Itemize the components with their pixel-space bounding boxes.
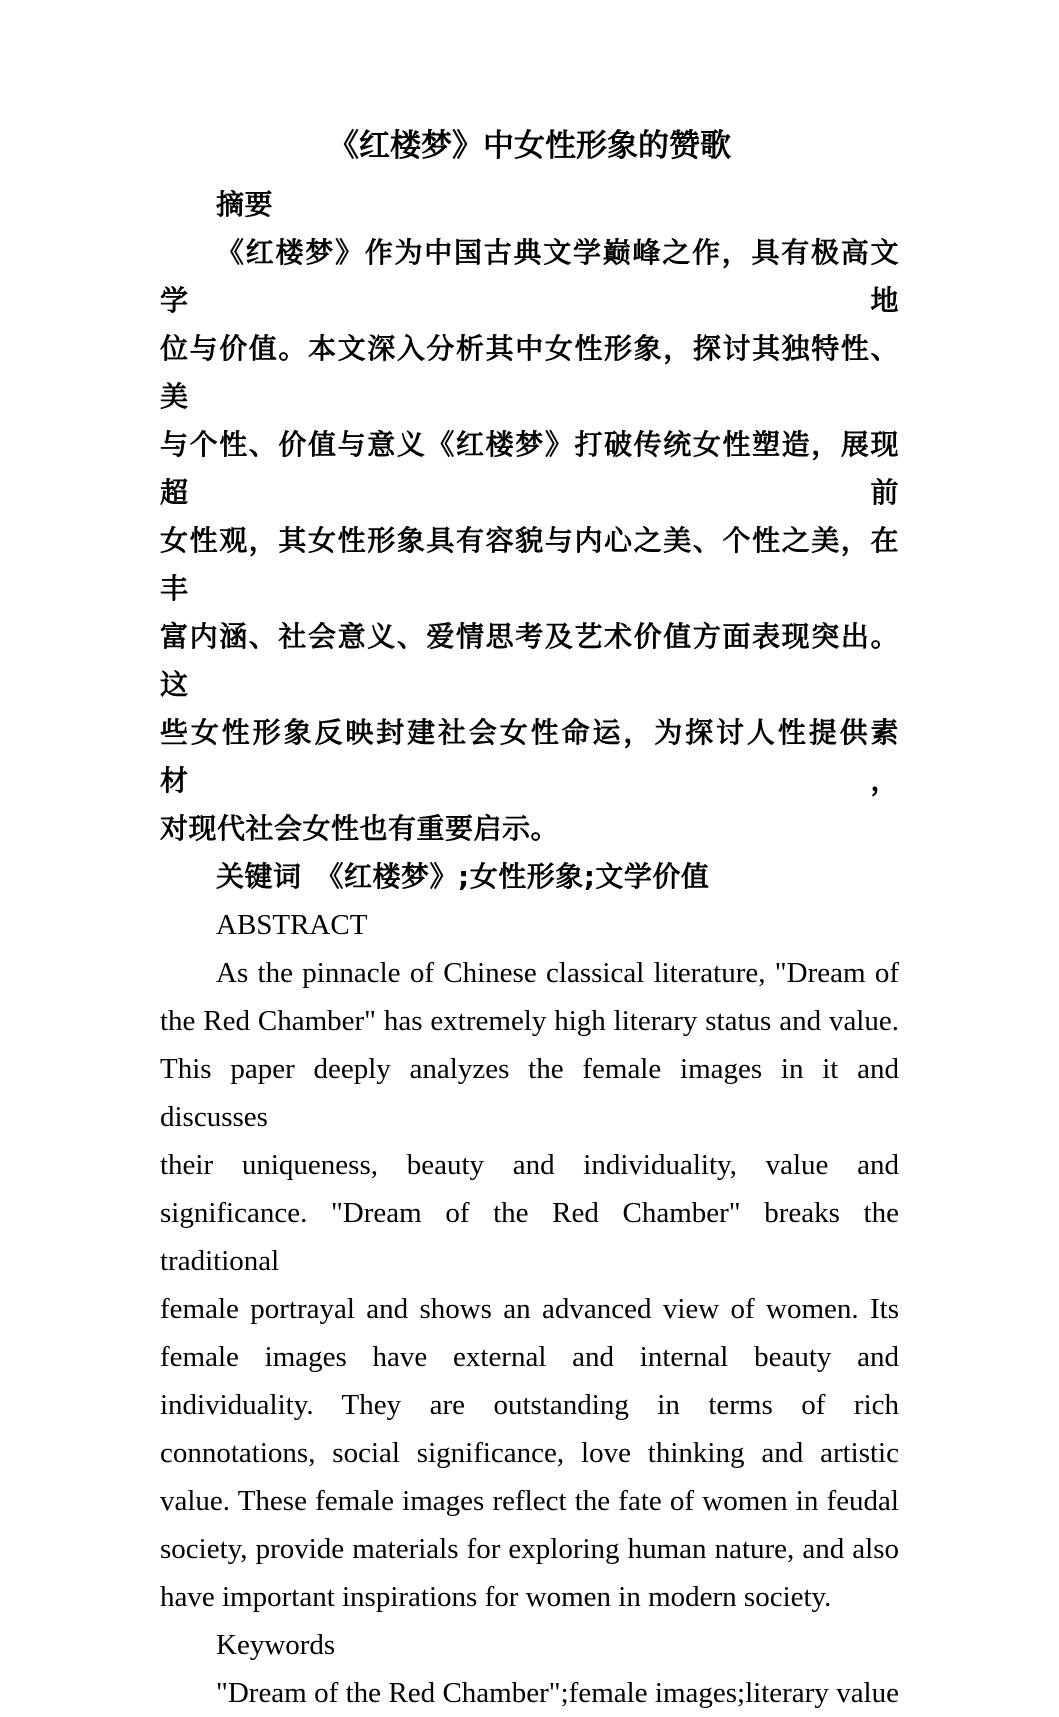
- chinese-abstract-heading: 摘要: [216, 188, 274, 221]
- text-line: This paper deeply analyzes the female images in it and discusses: [160, 1053, 899, 1133]
- text-line: 《红楼梦》作为中国古典文学巅峰之作，具有极高文学地: [160, 236, 899, 317]
- english-abstract-heading: ABSTRACT: [216, 909, 368, 941]
- text-line: connotations, social significance, love thinking and artistic: [160, 1437, 899, 1469]
- text-line: significance. "Dream of the Red Chamber" breaks the traditional: [160, 1197, 899, 1277]
- text-line: 些女性形象反映封建社会女性命运，为探讨人性提供素材，: [160, 716, 899, 797]
- text-line: 对现代社会女性也有重要启示。: [160, 812, 560, 845]
- text-line: 女性观，其女性形象具有容貌与内心之美、个性之美，在丰: [160, 524, 899, 605]
- text-line: have important inspirations for women in modern society.: [160, 1581, 832, 1613]
- text-line: 位与价值。本文深入分析其中女性形象，探讨其独特性、美: [160, 332, 899, 413]
- english-keywords-heading: Keywords: [216, 1629, 336, 1661]
- english-abstract-paragraph: [160, 949, 899, 1621]
- text-line: society, provide materials for exploring human nature, and also: [160, 1533, 899, 1565]
- text-line: their uniqueness, beauty and individuality, value and: [160, 1149, 899, 1181]
- page-title: 《红楼梦》中女性形象的赞歌: [328, 128, 731, 164]
- chinese-abstract-paragraph: [160, 229, 899, 853]
- chinese-keywords-text: 《红楼梦》;女性形象;文学价值: [315, 860, 710, 893]
- chinese-keywords-line: [160, 853, 899, 901]
- text-line: female portrayal and shows an advanced view of women. Its: [160, 1293, 899, 1325]
- text-line: 富内涵、社会意义、爱情思考及艺术价值方面表现突出。这: [160, 620, 899, 701]
- english-keywords-text: "Dream of the Red Chamber";female images;literary value: [216, 1677, 899, 1709]
- text-line: As the pinnacle of Chinese classical literature, "Dream of: [216, 957, 899, 989]
- text-line: 与个性、价值与意义《红楼梦》打破传统女性塑造，展现超前: [160, 428, 899, 509]
- text-line: value. These female images reflect the fate of women in feudal: [160, 1485, 899, 1517]
- chinese-keywords-label: 关键词: [216, 860, 302, 893]
- text-line: female images have external and internal beauty and: [160, 1341, 899, 1373]
- page-content: [160, 122, 899, 1717]
- text-line: the Red Chamber" has extremely high literary status and value.: [160, 1005, 899, 1037]
- text-line: individuality. They are outstanding in terms of rich: [160, 1389, 899, 1421]
